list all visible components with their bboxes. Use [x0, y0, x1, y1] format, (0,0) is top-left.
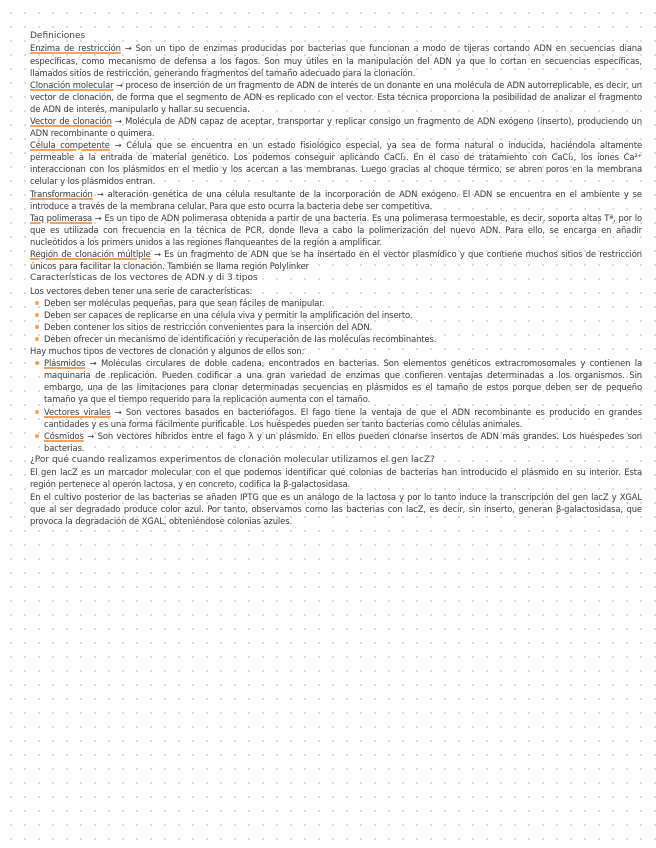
definition-text: → Célula que se encuentra en un estado fisiológico especial, ya sea de forma natural o inducida, haciéndola altamente permeable a la entrada de material genético. Los podemos conseguir aplicando CaCl₂. En el caso de tratamiento con CaCl₂, los iones Ca²⁺ interaccionan con los plásmidos en el medio y los acercan a las membranas. Luego gracias al choque térmico, se abren poros en la membrana celular y los plásmidos entran. — [30, 140, 642, 187]
list-item: Deben ser capaces de replicarse en una célula viva y permitir la amplificación del inserto. — [44, 309, 642, 321]
definition-term: Enzima de restricción — [30, 43, 121, 54]
definition-text: → Es un fragmento de ADN que se ha insertado en el vector plasmídico y que contiene muchos sitios de restricción únicos para facilitar la clonación. También se llama región Polylinker — [30, 249, 642, 272]
definition-taq-polymerase — [30, 212, 642, 248]
definition-term: Vector de clonación — [30, 115, 112, 126]
definition-term: Célula competente — [30, 140, 110, 151]
definition-text: → Son un tipo de enzimas producidas por bacterias que funcionan a modo de tijeras cortando ADN en secuencias diana específicas, como mecanismo de defensa a los fagos. Son muy útiles en la manipulación del ADN ya que lo cortan en secuencias específicas, llamados sitios de restricción, generando fragmentos del tamaño adecuado para la clonación. — [30, 43, 642, 78]
characteristics-list — [30, 297, 642, 345]
vector-type-term: Plásmidos — [44, 358, 86, 369]
vector-types-list — [30, 357, 642, 454]
definition-text: → proceso de inserción de un fragmento de ADN de interés de un donante en una molécula de ADN autorreplicable, es decir, un vector de clonación, de forma que el segmento de ADN es replicado con el vector. Esta técnica proporciona la posibilidad de analizar el fragmento de ADN de interés, manipularlo y hallar su secuencia. — [30, 79, 642, 114]
list-item: Deben ser moléculas pequeñas, para que sean fáciles de manipular. — [44, 297, 642, 309]
definition-term: Taq polimerasa — [30, 212, 93, 223]
definition-text: → Es un tipo de ADN polimerasa obtenida a partir de una bacteria. Es una polimerasa termoestable, es decir, soporta altas Tª, por lo que es utilizada con frecuencia en la técnica de PCR, donde lleva a cabo la polimerización del nuevo ADN. Para ello, se encarga en añadir nucleótidos a los primers unidos a las regiones flanqueantes de la región a amplificar. — [30, 212, 642, 247]
types-intro: Hay muchos tipos de vectores de clonación y algunos de ellos son: — [30, 346, 305, 357]
definition-term: Transformación — [30, 188, 93, 199]
vector-type-text: → Moléculas circulares de doble cadena, encontrados en bacterias. Son elementos genéticos extracromosomales y contienen la maquinaria de replicación. Pueden codificar a una gran variedad de enzimas que confieren ventajas determinadas a los organismos. Sin embargo, una de las limitaciones para clonar determinadas secuencias en plásmidos es el tamaño de estos porque deben ser de pequeño tamaño ya que el tiempo requerido para la replicación aumenta con el tamaño. — [44, 358, 642, 405]
vector-type-term: Cósmidos — [44, 430, 84, 441]
definition-restriction-enzyme — [30, 42, 642, 78]
lacz-answer-paragraph: El gen lacZ es un marcador molecular con el que podemos identificar qué colonias de bacterias han introducido el plásmido en su interior. Esta región pertenece al operón lactosa, y en concreto, codifica la β-galactosidasa. — [30, 467, 642, 490]
definition-transformation — [30, 188, 642, 212]
list-item: Deben contener los sitios de restricción convenientes para la inserción del ADN. — [44, 321, 642, 333]
lacz-question-heading: ¿Por qué cuando realizamos experimentos de clonación molecular utilizamos el gen lacZ? — [30, 454, 435, 465]
vector-type-text: → Son vectores basados en bacteriófagos. El fago tiene la ventaja de que el ADN recombinante es producido en grandes cantidades y es una forma fácilmente purificable. Los huéspedes pueden ser tanto bacterias como células animales. — [44, 406, 642, 429]
lacz-answer-paragraph: En el cultivo posterior de las bacterias se añaden IPTG que es un análogo de la lactosa y por lo tanto induce la transcripción del gen lacZ y XGAL que al ser degradado produce color azul. Por tanto, observamos como las bacterias con lacZ, es decir, sin inserto, generan β-galactosidasa, que provoca la degradación de XGAL, obteniéndose colonias azules. — [30, 491, 642, 526]
vector-type-term: Vectores virales — [44, 406, 111, 417]
definition-term: Clonación molecular — [30, 79, 114, 90]
definition-text: → Molécula de ADN capaz de aceptar, transportar y replicar consigo un fragmento de ADN exógeno (inserto), produciendo un ADN recombinante o quimera. — [30, 115, 642, 139]
definition-mcs — [30, 248, 642, 272]
vector-type-text: → Son vectores híbridos entre el fago λ y un plásmido. En ellos pueden clonarse insertos de ADN más grandes. Los huéspedes son bacterias. — [44, 430, 642, 453]
vectors-intro: Los vectores deben tener una serie de características: — [30, 285, 253, 296]
list-item — [44, 406, 642, 430]
notes-page — [30, 30, 642, 527]
list-item: Deben ofrecer un mecanismo de identificación y recuperación de las moléculas recombinantes. — [44, 333, 642, 345]
definition-cloning-vector — [30, 115, 642, 139]
definition-competent-cell — [30, 139, 642, 187]
definition-molecular-cloning — [30, 79, 642, 115]
vectors-heading: Características de los vectores de ADN y di 3 tipos — [30, 273, 258, 284]
definitions-heading: Definiciones — [30, 31, 86, 41]
list-item — [44, 357, 642, 405]
list-item — [44, 430, 642, 454]
definition-term: Región de clonación múltiple — [30, 249, 151, 259]
definition-text: → alteración genética de una célula resultante de la incorporación de ADN exógeno. El ADN se encuentra en el ambiente y se introduce a través de la membrana celular. Para que esto ocurra la bacteria debe ser competitiva. — [30, 188, 642, 211]
